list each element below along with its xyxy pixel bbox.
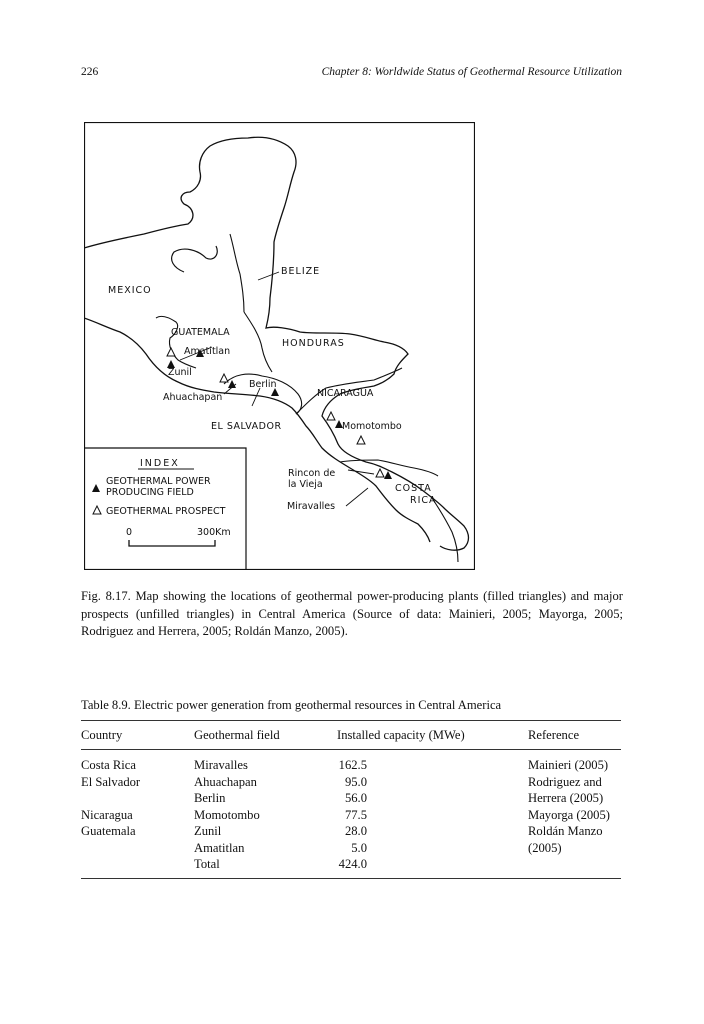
label-honduras: HONDURAS [282,338,345,349]
capacity-column [337,757,367,873]
page-number: 226 [81,66,99,78]
figure-caption: Fig. 8.17. Map showing the locations of geothermal power-producing plants (filled triangles) and major prospects (unfilled triangles) in Central America (Source of data: Mainieri, 2005; Mayorga, 2005; Rodriguez and Herrera, 2005; Roldán Manzo, 2005). [81,589,623,639]
table-cell-country [81,790,140,807]
scale-end-label: 300Km [197,527,231,538]
table-top-rule [81,720,621,721]
label-rica: RICA [410,495,437,506]
table-cell-field: Ahuachapan [194,774,257,789]
table-cell-capacity: 77.5 [344,807,367,822]
table-title: Table 8.9. Electric power generation from geothermal resources in Central America [81,698,502,712]
central-america-map [84,122,475,570]
table-cell-field: Miravalles [194,758,248,772]
label-zunil: Zunil [168,367,192,378]
table-cell-total-capacity: 424.0 [338,857,367,871]
table-bottom-rule [81,878,621,879]
table-cell-reference: (2005) [528,840,562,855]
label-el-salvador: EL SALVADOR [211,421,282,432]
table-cell-capacity: 5.0 [351,840,367,855]
header-country: Country [81,728,123,742]
header-field: Geothermal field [194,728,280,742]
table-cell-total-label: Total [194,857,220,871]
table-cell-reference: Rodriguez and [528,774,602,789]
table-cell-capacity: 95.0 [344,774,367,789]
label-ahuachapan: Ahuachapan [163,392,223,403]
legend-producing-line2: PRODUCING FIELD [106,487,194,498]
running-header: Chapter 8: Worldwide Status of Geothermal Resource Utilization [321,66,622,78]
label-rincon-line2: la Vieja [288,479,323,490]
label-belize: BELIZE [281,266,321,277]
table-cell-country: Costa Rica [81,758,136,772]
legend-prospect-label: GEOTHERMAL PROSPECT [106,506,226,517]
legend-title: INDEX [140,458,180,469]
table-header-rule [81,749,621,750]
label-costa: COSTA [395,483,432,494]
table-cell-reference: Herrera (2005) [528,791,604,805]
table-cell-country: Guatemala [81,824,136,838]
label-mexico: MEXICO [108,285,152,296]
table-cell-field: Berlin [194,791,226,805]
table-cell-country: Nicaragua [81,807,133,822]
table-cell-capacity: 162.5 [338,758,367,772]
country-column [81,757,140,873]
legend-producing-line1: GEOTHERMAL POWER [106,476,211,487]
table-cell-reference: Mainieri (2005) [528,758,609,772]
map-figure [84,122,475,570]
label-rincon-line1: Rincon de [288,468,336,479]
table-cell-field: Amatitlan [194,840,245,855]
label-nicaragua: NICARAGUA [317,388,374,399]
table-cell-country [81,840,140,857]
table-cell-reference: Roldán Manzo [528,824,603,838]
table-cell-country [81,856,140,873]
table-cell-reference: Mayorga (2005) [528,807,610,822]
field-column [194,757,260,873]
table-cell-country: El Salvador [81,774,141,789]
table-cell-reference [528,856,610,873]
label-miravalles: Miravalles [287,501,336,512]
label-guatemala: GUATEMALA [171,327,230,338]
table-cell-capacity: 56.0 [344,791,367,805]
label-amatitlan: Amatitlan [184,346,231,357]
header-capacity: Installed capacity (MWe) [337,728,465,742]
header-reference: Reference [528,728,580,742]
table-cell-field: Zunil [194,824,222,838]
label-berlin: Berlin [249,379,277,390]
reference-column [528,757,610,873]
table-cell-field: Momotombo [194,807,260,822]
scale-start-label: 0 [126,527,133,538]
label-momotombo: Momotombo [342,421,402,432]
table-cell-capacity: 28.0 [344,824,367,838]
